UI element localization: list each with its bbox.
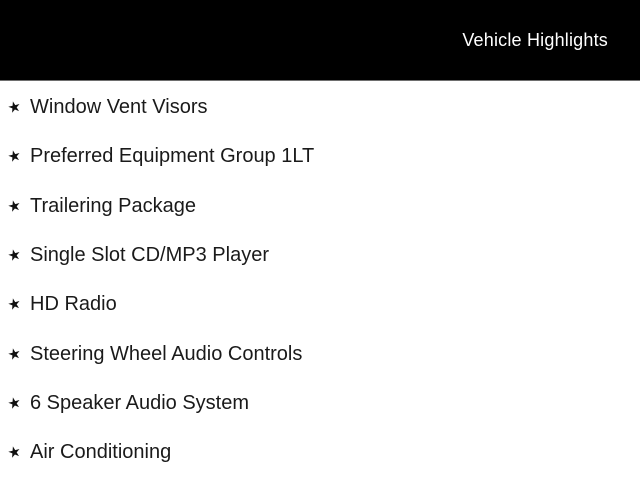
highlight-item-label: Trailering Package [30, 194, 197, 217]
star-icon: ★ [5, 393, 24, 414]
star-icon: ★ [5, 97, 24, 118]
highlight-item-label: Steering Wheel Audio Controls [30, 342, 303, 365]
star-icon: ★ [5, 196, 24, 217]
list-item [7, 231, 640, 280]
vehicle-highlights-header [0, 0, 640, 81]
highlight-item-label: Air Conditioning [30, 441, 172, 464]
star-icon: ★ [5, 442, 24, 463]
list-item [7, 379, 640, 428]
star-icon: ★ [5, 344, 24, 365]
list-item [7, 428, 640, 477]
list-item [7, 280, 640, 329]
list-item [7, 83, 640, 132]
highlight-item-label: HD Radio [30, 293, 117, 316]
star-icon: ★ [5, 294, 24, 315]
highlight-item-label: 6 Speaker Audio System [30, 391, 250, 414]
star-icon: ★ [5, 147, 24, 167]
vehicle-highlights-list [0, 81, 640, 477]
highlight-item-label: Window Vent Visors [30, 96, 208, 119]
list-item [7, 182, 640, 231]
page-title: Vehicle Highlights [462, 29, 608, 50]
list-item [7, 132, 640, 181]
star-icon: ★ [5, 245, 24, 266]
highlight-item-label: Preferred Equipment Group 1LT [30, 145, 315, 168]
list-item [7, 329, 640, 378]
highlight-item-label: Single Slot CD/MP3 Player [30, 244, 269, 267]
